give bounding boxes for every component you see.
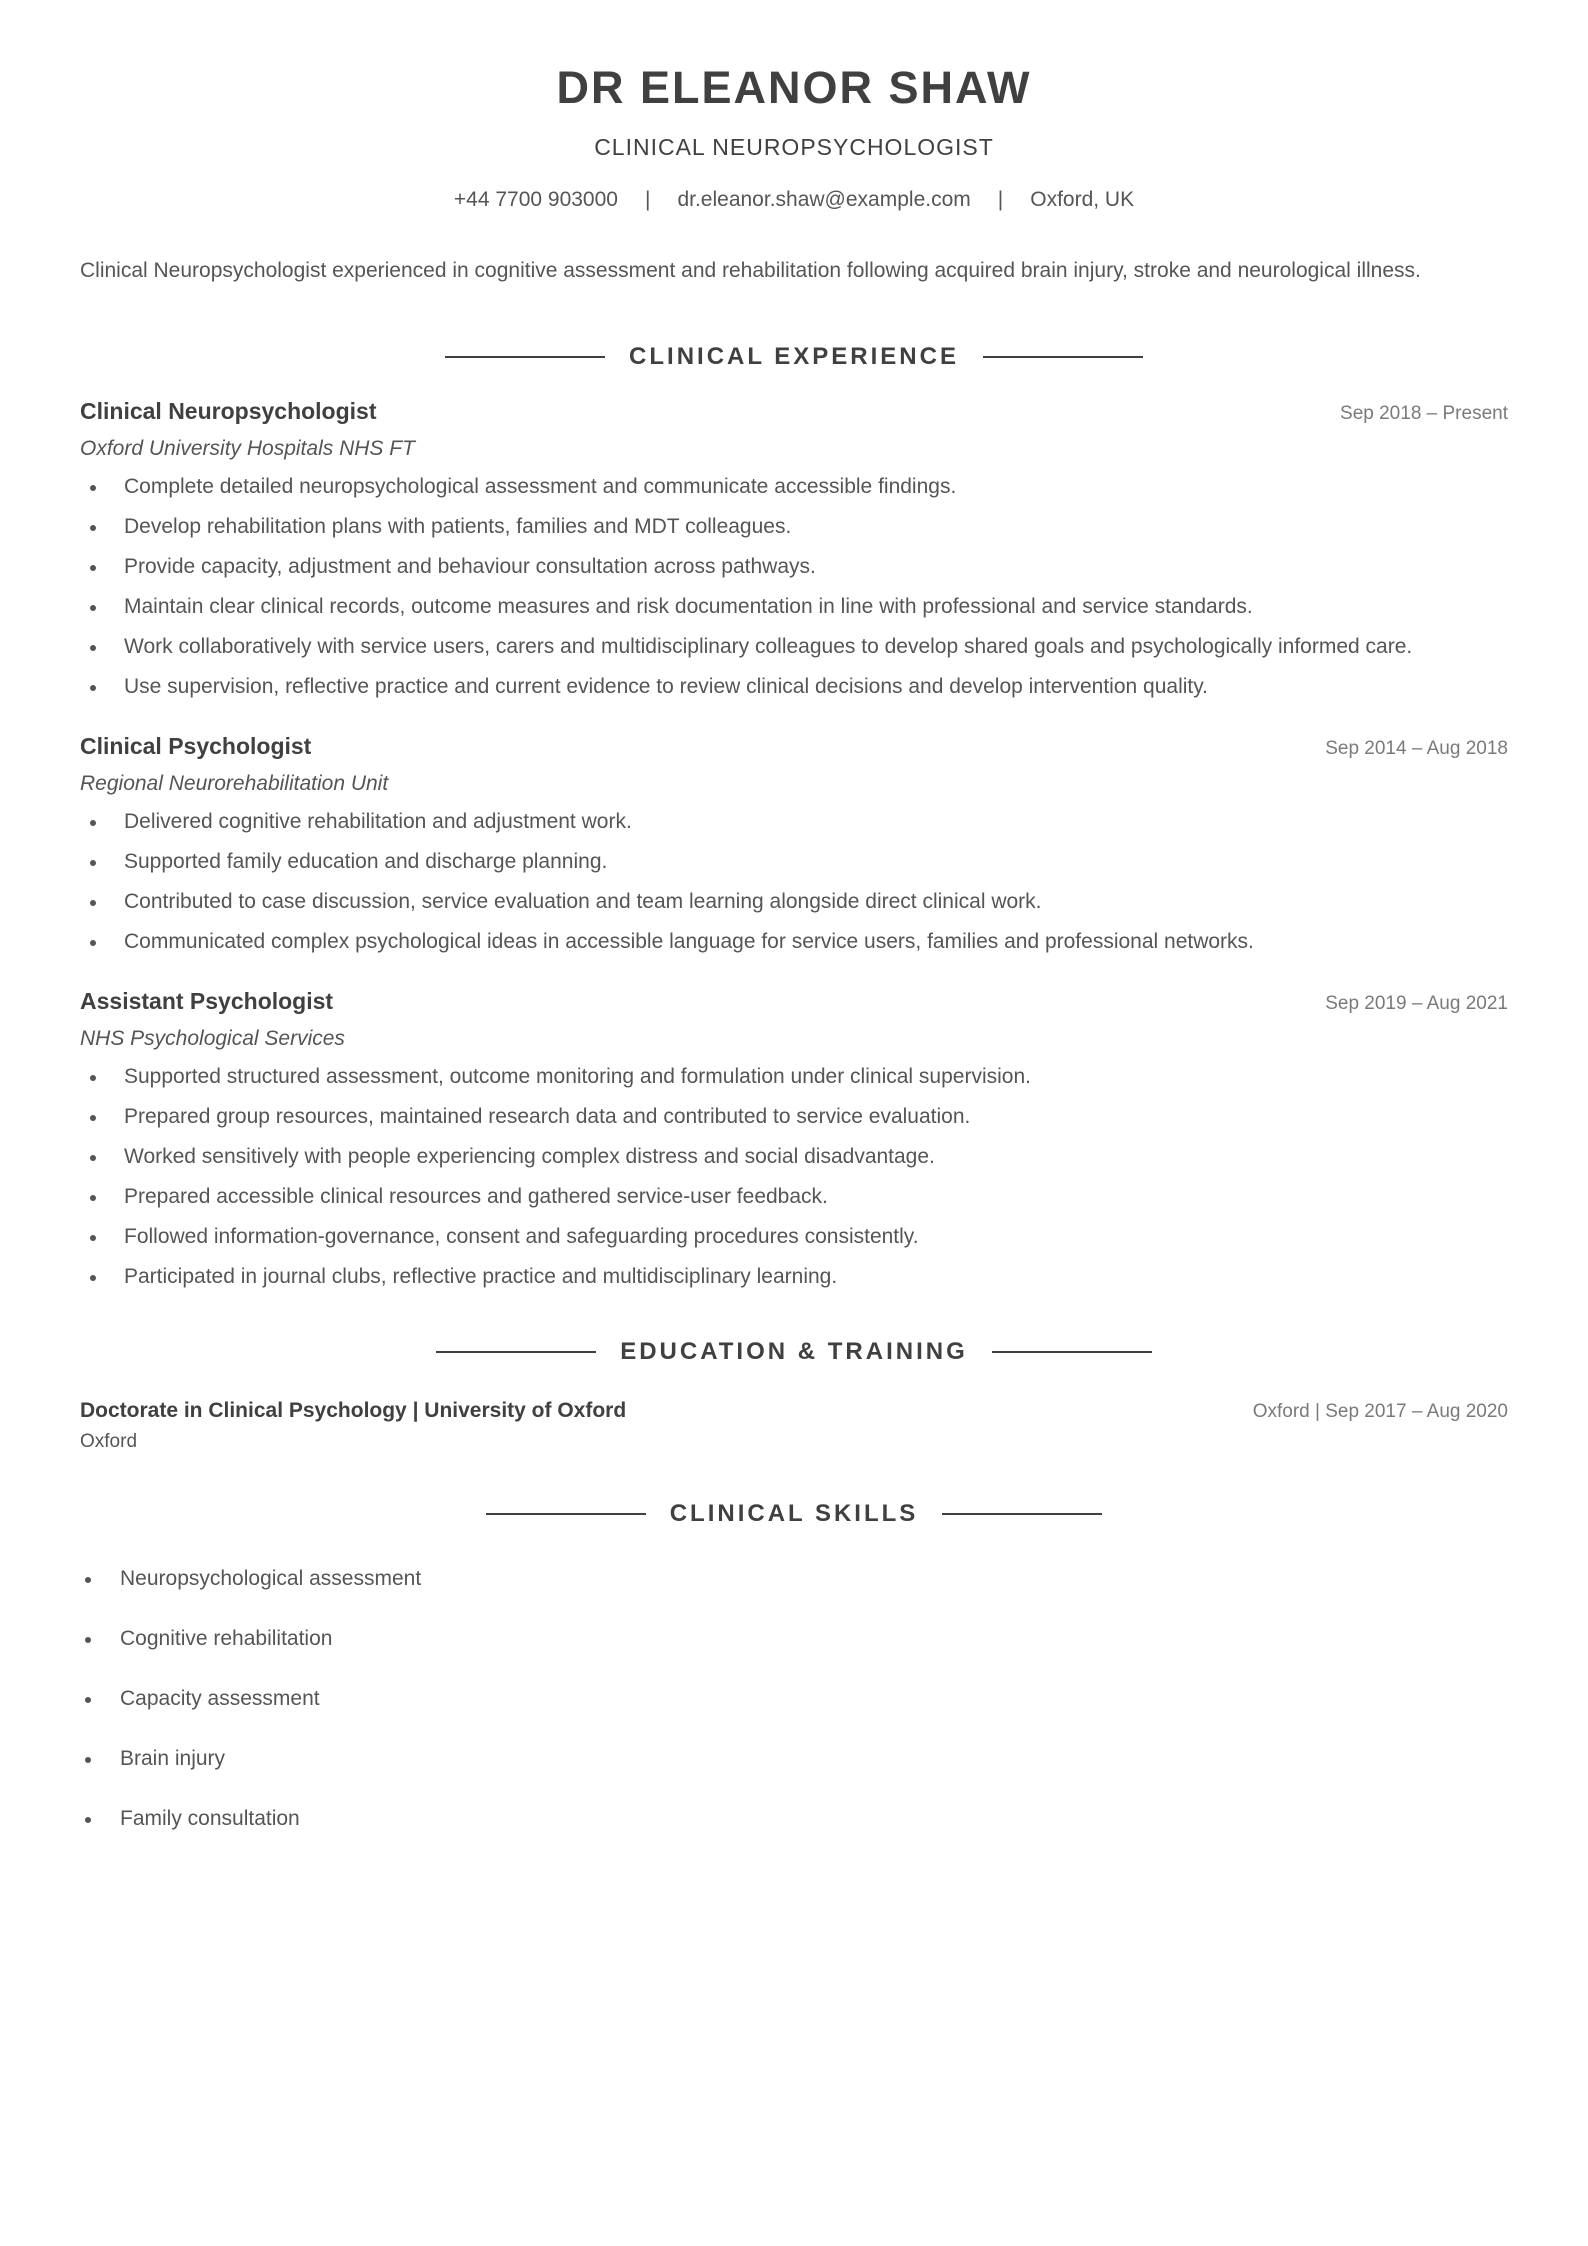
heading-rule-left — [436, 1351, 596, 1353]
experience-entry — [80, 731, 1508, 956]
section-heading-skills — [80, 1499, 1508, 1529]
section-title: CLINICAL SKILLS — [669, 1500, 919, 1527]
education-header — [80, 1397, 1508, 1425]
bullet-item: Supported family education and discharge planning. — [80, 848, 1508, 876]
experience-entry — [80, 396, 1508, 701]
job-bullets — [80, 473, 1508, 701]
contact-line — [80, 186, 1508, 214]
bullet-item: Maintain clear clinical records, outcome measures and risk documentation in line with professional and service standards. — [80, 593, 1508, 621]
bullet-item: Prepared group resources, maintained research data and contributed to service evaluation. — [80, 1103, 1508, 1131]
skill-item: Family consultation — [80, 1805, 1508, 1833]
bullet-item: Participated in journal clubs, reflective practice and multidisciplinary learning. — [80, 1263, 1508, 1291]
bullet-item: Develop rehabilitation plans with patients, families and MDT colleagues. — [80, 513, 1508, 541]
bullet-item: Communicated complex psychological ideas in accessible language for service users, families and professional networks. — [80, 928, 1508, 956]
bullet-item: Complete detailed neuropsychological assessment and communicate accessible findings. — [80, 473, 1508, 501]
skill-item: Capacity assessment — [80, 1685, 1508, 1713]
skill-item: Neuropsychological assessment — [80, 1565, 1508, 1593]
professional-summary: Clinical Neuropsychologist experienced in cognitive assessment and rehabilitation following acquired brain injury, stroke and neurological illness. — [80, 259, 1421, 282]
heading-rule-right — [942, 1513, 1102, 1515]
job-dates: Sep 2014 – Aug 2018 — [1325, 738, 1508, 759]
heading-rule-right — [983, 356, 1143, 358]
section-title: EDUCATION & TRAINING — [620, 1338, 968, 1365]
job-header — [80, 731, 1508, 762]
section-heading-education — [80, 1337, 1508, 1367]
job-organisation: Oxford University Hospitals NHS FT — [80, 437, 415, 460]
bullet-item: Work collaboratively with service users, carers and multidisciplinary colleagues to develop shared goals and psychologically informed care. — [80, 633, 1508, 661]
contact-separator: | — [644, 188, 651, 211]
heading-rule-left — [445, 356, 605, 358]
job-bullets — [80, 1063, 1508, 1291]
heading-rule-right — [992, 1351, 1152, 1353]
heading-rule-left — [486, 1513, 646, 1515]
education-entry — [80, 1397, 1508, 1455]
contact-email: dr.eleanor.shaw@example.com — [677, 188, 971, 211]
education-location: Oxford — [80, 1431, 138, 1452]
education-meta: Oxford | Sep 2017 – Aug 2020 — [1252, 1401, 1508, 1422]
candidate-name: DR ELEANOR SHAW — [556, 62, 1032, 113]
skills-list — [80, 1565, 1508, 1833]
job-organisation: Regional Neurorehabilitation Unit — [80, 772, 389, 795]
candidate-headline: CLINICAL NEUROPSYCHOLOGIST — [594, 134, 994, 160]
section-heading-experience — [80, 342, 1508, 372]
bullet-item: Use supervision, reflective practice and current evidence to review clinical decisions and develop intervention quality. — [80, 673, 1508, 701]
experience-entry — [80, 986, 1508, 1291]
bullet-item: Contributed to case discussion, service evaluation and team learning alongside direct clinical work. — [80, 888, 1508, 916]
bullet-item: Delivered cognitive rehabilitation and adjustment work. — [80, 808, 1508, 836]
bullet-item: Supported structured assessment, outcome monitoring and formulation under clinical supervision. — [80, 1063, 1508, 1091]
job-title: Assistant Psychologist — [80, 988, 334, 1014]
contact-phone: +44 7700 903000 — [453, 188, 618, 211]
job-title: Clinical Neuropsychologist — [80, 398, 377, 424]
bullet-item: Worked sensitively with people experiencing complex distress and social disadvantage. — [80, 1143, 1508, 1171]
section-title: CLINICAL EXPERIENCE — [629, 343, 959, 370]
job-bullets — [80, 808, 1508, 956]
bullet-item: Followed information-governance, consent and safeguarding procedures consistently. — [80, 1223, 1508, 1251]
job-header — [80, 396, 1508, 427]
job-title: Clinical Psychologist — [80, 733, 312, 759]
bullet-item: Prepared accessible clinical resources and gathered service-user feedback. — [80, 1183, 1508, 1211]
contact-location: Oxford, UK — [1030, 188, 1135, 211]
job-dates: Sep 2019 – Aug 2021 — [1325, 993, 1508, 1014]
skill-item: Cognitive rehabilitation — [80, 1625, 1508, 1653]
bullet-item: Provide capacity, adjustment and behaviour consultation across pathways. — [80, 553, 1508, 581]
contact-separator: | — [997, 188, 1004, 211]
skill-item: Brain injury — [80, 1745, 1508, 1773]
job-header — [80, 986, 1508, 1017]
job-dates: Sep 2018 – Present — [1340, 403, 1508, 424]
education-degree: Doctorate in Clinical Psychology | University of Oxford — [80, 1399, 627, 1422]
job-organisation: NHS Psychological Services — [80, 1027, 345, 1050]
